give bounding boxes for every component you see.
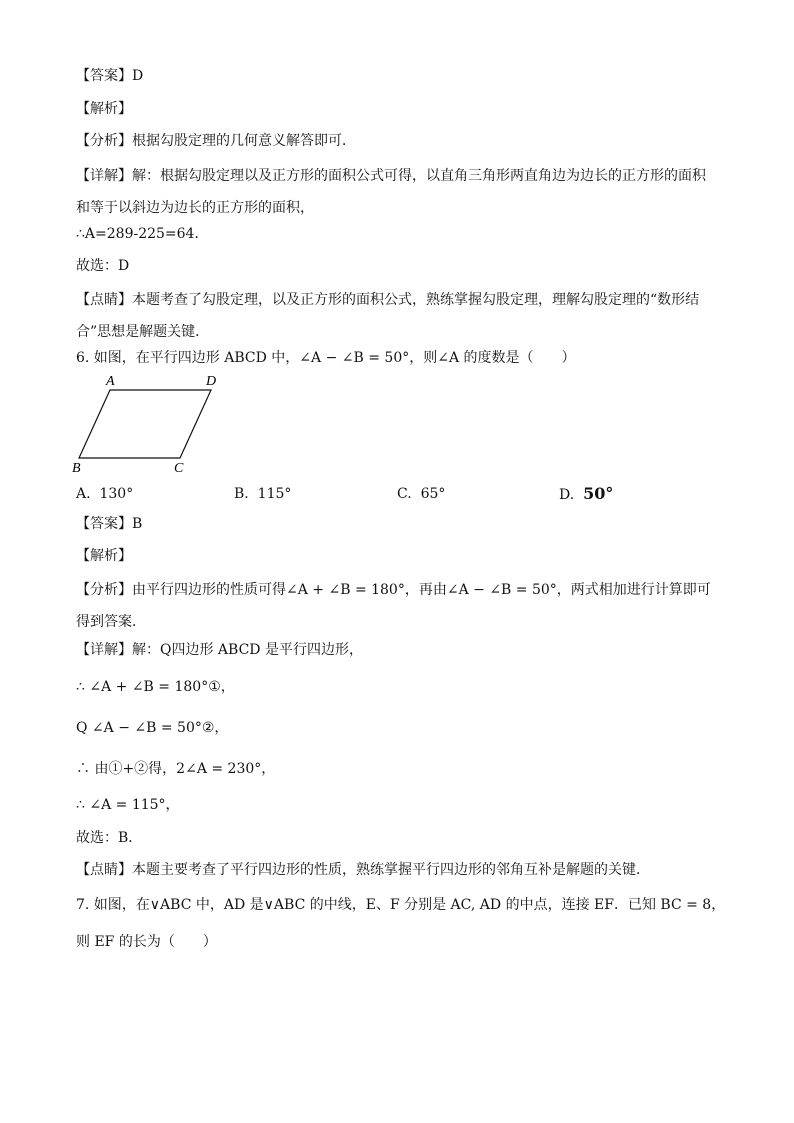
- option-a: [76, 484, 133, 504]
- q6-step-4: ∴ ∠A = 115°，: [76, 797, 180, 813]
- q5-calc: ∴A=289-225=64．: [76, 226, 209, 242]
- option-d-value: 50°: [583, 484, 614, 503]
- q7-question-line-1: 7. 如图，在∨ABC 中，AD 是∨ABC 的中线，E、F 分别是 AC, AD 的中点，连接 EF．已知 BC = 8，: [76, 897, 726, 913]
- q6-step-1: ∴ ∠A + ∠B = 180°①，: [76, 679, 235, 695]
- option-c-label: C.: [397, 486, 412, 502]
- option-a-label: A.: [76, 486, 91, 502]
- fenxi-tag: 【分析】: [76, 582, 132, 598]
- q6-detail-line: [76, 640, 363, 660]
- q5-choose: 故选：D: [76, 258, 130, 274]
- detail-tag: 【详解】: [76, 642, 132, 658]
- vertex-label-a: A: [106, 374, 115, 389]
- answer-tag: 【答案】: [76, 516, 132, 532]
- option-b: [234, 484, 291, 504]
- detail-tag: 【详解】: [76, 168, 132, 184]
- vertex-label-b: B: [72, 461, 81, 476]
- parallelogram-figure: [70, 372, 230, 476]
- q7-question-line-2: 则 EF 的长为（ ）: [76, 934, 217, 950]
- q5-answer-line: [76, 66, 143, 86]
- option-c: [397, 484, 445, 504]
- option-b-value: 115°: [257, 486, 292, 502]
- comment-tag: 【点睛】: [76, 292, 132, 308]
- option-a-value: 130°: [99, 486, 134, 502]
- q6-step-3: ∴ 由①+②得，2∠A = 230°，: [76, 761, 276, 777]
- fenxi-text: 根据勾股定理的几何意义解答即可．: [132, 133, 356, 149]
- q5-fenxi-line: [76, 131, 356, 151]
- detail-text: 解：根据勾股定理以及正方形的面积公式可得，以直角三角形两直角边为边长的正方形的面积和等于以斜边为边长的正方形的面积，: [76, 168, 706, 216]
- answer-value: D: [132, 68, 144, 84]
- q6-analysis-tag: 【解析】: [76, 548, 132, 564]
- option-b-label: B.: [234, 486, 249, 502]
- q6-step-2: Q ∠A − ∠B = 50°②，: [76, 720, 229, 736]
- q5-analysis-tag: 【解析】: [76, 101, 132, 117]
- q5-detail-paragraph: [76, 160, 716, 224]
- parallelogram-shape: [79, 390, 211, 458]
- vertex-label-c: C: [174, 461, 184, 476]
- fenxi-tag: 【分析】: [76, 133, 132, 149]
- answer-tag: 【答案】: [76, 68, 132, 84]
- comment-text: 本题考查了勾股定理，以及正方形的面积公式，熟练掌握勾股定理，理解勾股定理的“数形结合”思想是解题关键．: [76, 292, 700, 340]
- q6-comment-line: [76, 860, 650, 880]
- answer-value: B: [132, 516, 143, 532]
- option-d: [559, 484, 613, 505]
- q6-answer-line: [76, 514, 142, 534]
- option-d-label: D.: [559, 487, 575, 503]
- comment-tag: 【点睛】: [76, 862, 132, 878]
- q6-question: 6. 如图，在平行四边形 ABCD 中，∠A − ∠B = 50°，则∠A 的度数是（ ）: [76, 350, 576, 366]
- detail-text: 解：Q四边形 ABCD 是平行四边形，: [132, 642, 363, 658]
- option-c-value: 65°: [420, 486, 446, 502]
- q5-comment-paragraph: [76, 284, 716, 348]
- comment-text: 本题主要考查了平行四边形的性质，熟练掌握平行四边形的邻角互补是解题的关键．: [132, 862, 650, 878]
- q6-fenxi-paragraph: [76, 574, 716, 638]
- q6-choose: 故选：B．: [76, 830, 143, 846]
- vertex-label-d: D: [206, 374, 217, 389]
- fenxi-text: 由平行四边形的性质可得∠A + ∠B = 180°，再由∠A − ∠B = 50°，两式相加进行计算即可得到答案．: [76, 582, 711, 630]
